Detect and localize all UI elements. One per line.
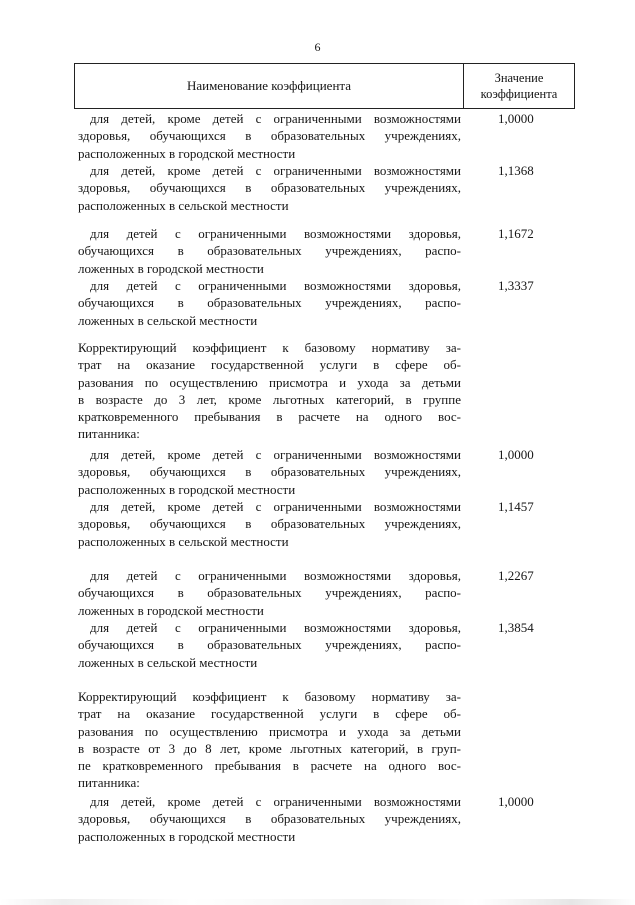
coefficient-name xyxy=(78,110,461,162)
table-row xyxy=(78,225,578,277)
coefficient-name-line: здоровья, обучающихся в образовательных учреждениях, xyxy=(78,516,461,532)
table-row xyxy=(78,688,578,792)
coefficient-value: 1,1457 xyxy=(498,499,534,514)
coefficient-name xyxy=(78,162,461,214)
coefficient-name-line: ложенных в сельской местности xyxy=(78,312,258,328)
coefficient-name-line: в возрасте до 3 лет, кроме льготных категорий, в группе xyxy=(78,391,461,407)
coefficient-name-line: трат на оказание государственной услуги в сфере об- xyxy=(78,706,461,722)
coefficient-name-line: обучающихся в образовательных учреждениях, распо- xyxy=(78,585,461,601)
header-name-column: Наименование коэффициента xyxy=(75,64,464,108)
coefficient-name xyxy=(78,688,461,792)
coefficient-value: 1,3854 xyxy=(498,620,534,635)
coefficient-name-line: расположенных в сельской местности xyxy=(78,197,289,213)
coefficient-name-line: для детей, кроме детей с ограниченными возможностями xyxy=(90,447,461,462)
coefficient-name-line: для детей, кроме детей с ограниченными возможностями xyxy=(90,111,461,126)
header-value-column xyxy=(464,64,574,108)
coefficient-name-line: разования по осуществлению присмотра и ухода за детьми xyxy=(78,374,461,390)
coefficient-value: 1,0000 xyxy=(498,447,534,462)
table-row xyxy=(78,619,578,671)
coefficient-name-line: обучающихся в образовательных учреждениях, распо- xyxy=(78,637,461,653)
table-row xyxy=(78,110,578,162)
coefficient-name-line: для детей с ограниченными возможностями здоровья, xyxy=(90,568,461,583)
coefficient-name-line: для детей, кроме детей с ограниченными возможностями xyxy=(90,499,461,514)
coefficient-name-line: для детей с ограниченными возможностями здоровья, xyxy=(90,226,461,241)
coefficient-name-line: расположенных в городской местности xyxy=(78,828,296,844)
coefficient-name-line: обучающихся в образовательных учреждениях, распо- xyxy=(78,243,461,259)
coefficient-name-line: кратковременного пребывания в расчете на одного вос- xyxy=(78,409,461,425)
header-value-line2: коэффициента xyxy=(480,87,558,101)
coefficient-name xyxy=(78,339,461,443)
coefficient-name-line: для детей с ограниченными возможностями здоровья, xyxy=(90,278,461,293)
coefficient-name xyxy=(78,498,461,550)
coefficient-name-line: ложенных в городской местности xyxy=(78,260,264,276)
coefficient-name xyxy=(78,446,461,498)
coefficient-name-line: здоровья, обучающихся в образовательных учреждениях, xyxy=(78,128,461,144)
coefficient-name-line: Корректирующий коэффициент к базовому нормативу за- xyxy=(78,689,461,704)
table-row xyxy=(78,567,578,619)
coefficient-name xyxy=(78,277,461,329)
coefficient-name-line: Корректирующий коэффициент к базовому нормативу за- xyxy=(78,340,461,355)
coefficient-name-line: пе кратковременного пребывания в расчете на одного вос- xyxy=(78,758,461,774)
table-row xyxy=(78,277,578,329)
table-row xyxy=(78,793,578,845)
coefficient-name-line: обучающихся в образовательных учреждениях, распо- xyxy=(78,295,461,311)
coefficient-name-line: расположенных в сельской местности xyxy=(78,533,289,549)
table-row xyxy=(78,498,578,550)
scan-edge xyxy=(0,899,635,905)
coefficient-value: 1,1368 xyxy=(498,163,534,178)
coefficient-name-line: для детей, кроме детей с ограниченными возможностями xyxy=(90,794,461,809)
table-row xyxy=(78,339,578,443)
coefficient-value: 1,0000 xyxy=(498,794,534,809)
coefficient-name-line: расположенных в городской местности xyxy=(78,481,296,497)
coefficient-name-line: ложенных в сельской местности xyxy=(78,654,258,670)
coefficient-value: 1,1672 xyxy=(498,226,534,241)
page-number: 6 xyxy=(314,40,321,54)
coefficient-value: 1,0000 xyxy=(498,111,534,126)
coefficient-value: 1,3337 xyxy=(498,278,534,293)
coefficient-name-line: ложенных в городской местности xyxy=(78,602,264,618)
coefficient-name-line: здоровья, обучающихся в образовательных учреждениях, xyxy=(78,180,461,196)
coefficient-name xyxy=(78,619,461,671)
coefficient-name-line: питанника: xyxy=(78,775,140,791)
coefficient-name-line: здоровья, обучающихся в образовательных учреждениях, xyxy=(78,811,461,827)
coefficient-value: 1,2267 xyxy=(498,568,534,583)
coefficient-name-line: трат на оказание государственной услуги в сфере об- xyxy=(78,357,461,373)
coefficient-name-line: в возрасте от 3 до 8 лет, кроме льготных категорий, в груп- xyxy=(78,740,461,756)
coefficient-name-line: питанника: xyxy=(78,426,140,442)
table-row xyxy=(78,446,578,498)
header-value-line1: Значение xyxy=(494,71,544,85)
coefficient-name-line: разования по осуществлению присмотра и ухода за детьми xyxy=(78,723,461,739)
coefficient-name-line: для детей, кроме детей с ограниченными возможностями xyxy=(90,163,461,178)
coefficient-name xyxy=(78,225,461,277)
coefficient-name-line: для детей с ограниченными возможностями здоровья, xyxy=(90,620,461,635)
table-header xyxy=(74,63,575,109)
coefficient-name xyxy=(78,567,461,619)
table-row xyxy=(78,162,578,214)
coefficient-name xyxy=(78,793,461,845)
coefficient-name-line: расположенных в городской местности xyxy=(78,145,296,161)
coefficient-name-line: здоровья, обучающихся в образовательных учреждениях, xyxy=(78,464,461,480)
